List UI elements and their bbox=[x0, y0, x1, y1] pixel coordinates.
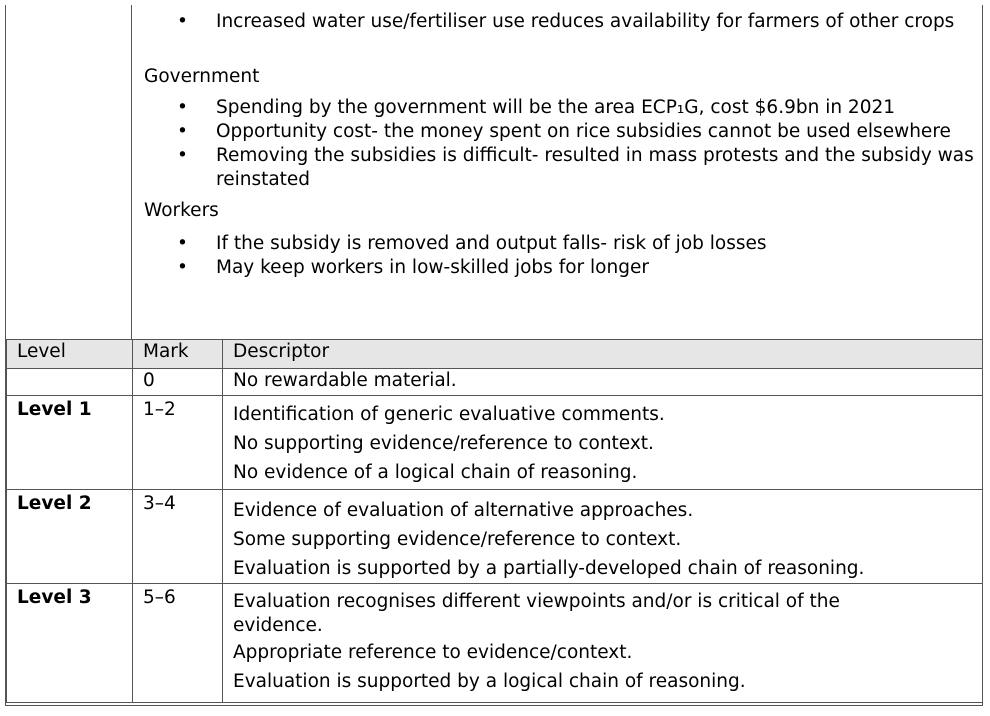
descriptor-line: Evaluation recognises different viewpoints and/or is critical of the evidence. bbox=[233, 591, 840, 636]
bullet-item: • Removing the subsidies is difficult- resulted in mass protests and the subsidy was reinstated bbox=[177, 145, 974, 190]
bullet-item: • May keep workers in low-skilled jobs for longer bbox=[177, 257, 649, 278]
mark-cell: 1–2 bbox=[133, 396, 223, 490]
descriptor-line: Evaluation is supported by a logical chain of reasoning. bbox=[233, 671, 746, 692]
header-descriptor: Descriptor bbox=[223, 340, 983, 369]
section-heading-government: Government bbox=[144, 66, 260, 87]
bullet-item: • Spending by the government will be the area ECP₁G, cost $6.9bn in 2021 bbox=[177, 97, 896, 118]
levels-table bbox=[6, 339, 983, 703]
level-cell bbox=[7, 369, 133, 396]
mark-cell: 3–4 bbox=[133, 490, 223, 584]
indicative-content-body bbox=[134, 5, 982, 339]
descriptor-line: No evidence of a logical chain of reasoning. bbox=[233, 462, 638, 483]
section-heading-workers: Workers bbox=[144, 200, 219, 221]
header-mark: Mark bbox=[133, 340, 223, 369]
descriptor-cell bbox=[223, 396, 983, 490]
descriptor-line: Some supporting evidence/reference to context. bbox=[233, 529, 682, 550]
workers-bullet-list bbox=[134, 232, 982, 280]
descriptor-line: Evidence of evaluation of alternative approaches. bbox=[233, 500, 694, 521]
header-level: Level bbox=[7, 340, 133, 369]
descriptor-line: No rewardable material. bbox=[233, 370, 457, 391]
level-cell: Level 1 bbox=[7, 396, 133, 490]
descriptor-line: Evaluation is supported by a partially-developed chain of reasoning. bbox=[233, 558, 865, 579]
table-row bbox=[7, 490, 983, 584]
descriptor-cell bbox=[223, 584, 983, 703]
table-row bbox=[7, 369, 983, 396]
mark-scheme-frame bbox=[5, 5, 983, 706]
level-cell: Level 2 bbox=[7, 490, 133, 584]
descriptor-line: Appropriate reference to evidence/context. bbox=[233, 642, 633, 663]
table-row bbox=[7, 584, 983, 703]
level-cell: Level 3 bbox=[7, 584, 133, 703]
descriptor-cell bbox=[223, 369, 983, 396]
table-header-row bbox=[7, 340, 983, 369]
descriptor-cell bbox=[223, 490, 983, 584]
descriptor-line: No supporting evidence/reference to context. bbox=[233, 433, 654, 454]
column-divider bbox=[131, 5, 132, 339]
descriptor-line: Identification of generic evaluative comments. bbox=[233, 404, 665, 425]
bullet-item: • Increased water use/fertiliser use reduces availability for farmers of other crops bbox=[177, 11, 955, 32]
bullet-item: • Opportunity cost- the money spent on rice subsidies cannot be used elsewhere bbox=[177, 121, 951, 142]
indicative-content bbox=[6, 5, 982, 340]
mark-cell: 0 bbox=[133, 369, 223, 396]
mark-cell: 5–6 bbox=[133, 584, 223, 703]
table-row bbox=[7, 396, 983, 490]
government-bullet-list bbox=[134, 96, 982, 192]
bullet-item: • If the subsidy is removed and output falls- risk of job losses bbox=[177, 233, 767, 254]
intro-bullet-list bbox=[134, 10, 982, 34]
